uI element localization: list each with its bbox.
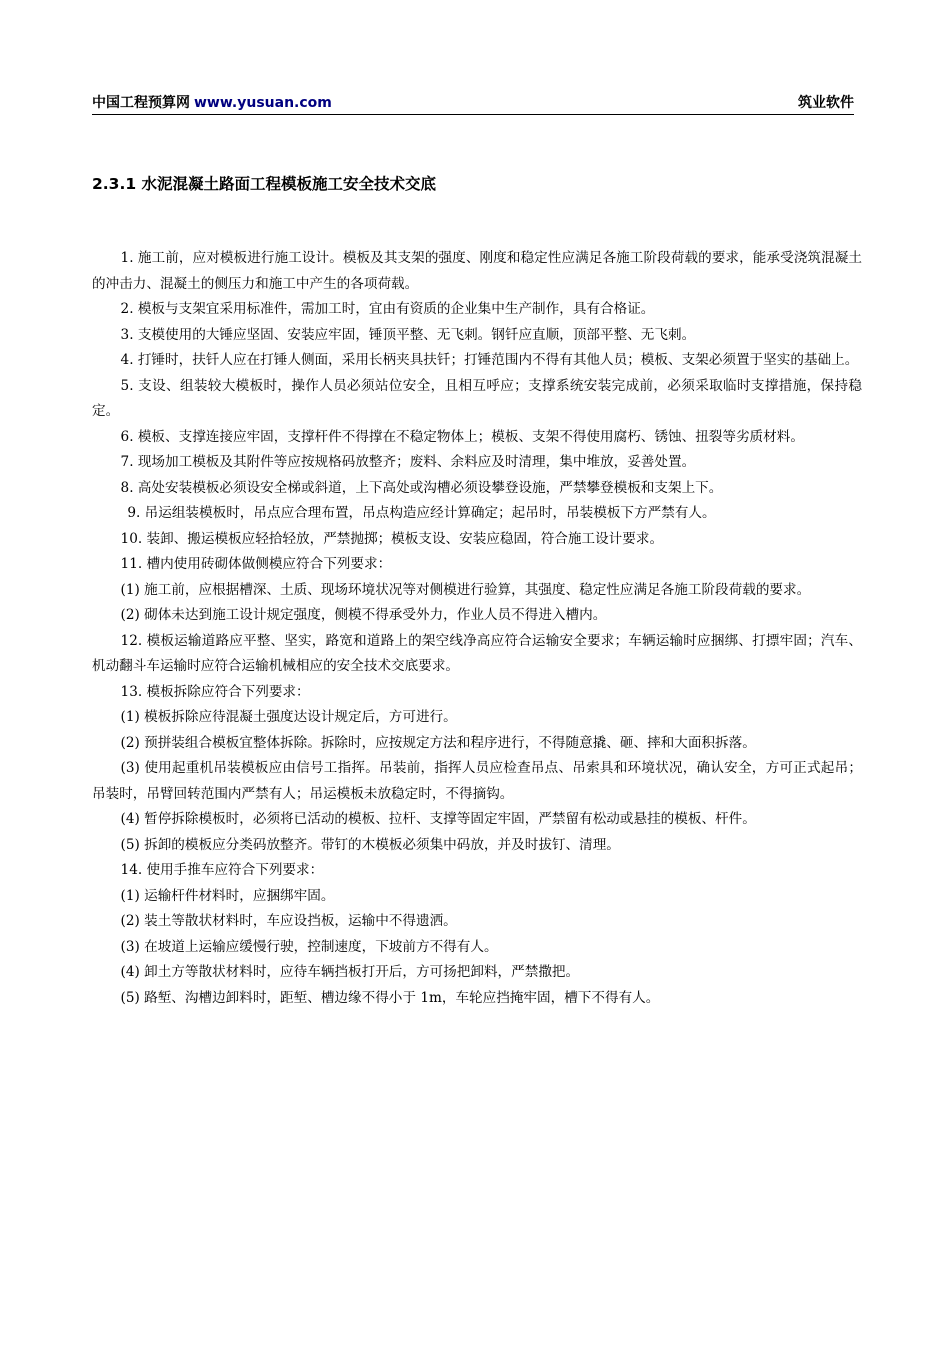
paragraph-1: 1. 施工前，应对模板进行施工设计。模板及其支架的强度、刚度和稳定性应满足各施工阶段荷载的要求，能承受浇筑混凝土的冲击力、混凝土的侧压力和施工中产生的各项荷载。 xyxy=(92,250,862,292)
paragraph-10: 10. 装卸、搬运模板应轻拾轻放，严禁抛掷；模板支设、安装应稳固，符合施工设计要求。 xyxy=(120,530,664,547)
paragraph-2: 2. 模板与支架宜采用标准件，需加工时，宜由有资质的企业集中生产制作，具有合格证。 xyxy=(120,301,655,317)
header-site-name: 中国工程预算网 xyxy=(92,95,190,111)
paragraph-9: 9. 吊运组装模板时，吊点应合理布置，吊点构造应经计算确定；起吊时，吊装模板下方严禁有人。 xyxy=(127,505,716,521)
header-brand: 筑业软件 xyxy=(798,95,854,111)
document-title: 2.3.1 水泥混凝土路面工程模板施工安全技术交底 xyxy=(92,175,437,193)
paragraph-11: 11. 槽内使用砖砌体做侧模应符合下列要求： xyxy=(120,556,392,572)
paragraph-6: 6. 模板、支撑连接应牢固，支撑杆件不得撑在不稳定物体上；模板、支架不得使用腐朽、锈蚀、扭裂等劣质材料。 xyxy=(120,428,804,445)
paragraph-13-3: (3) 使用起重机吊装模板应由信号工指挥。吊装前，指挥人员应检查吊点、吊索具和环境状况，确认安全，方可正式起吊；吊装时，吊臂回转范围内严禁有人；吊运模板未放稳定时，不得摘钩。 xyxy=(92,760,862,802)
paragraph-7: 7. 现场加工模板及其附件等应按规格码放整齐；废料、余料应及时清理，集中堆放，妥善处置。 xyxy=(120,454,696,470)
paragraph-14-3: (3) 在坡道上运输应缓慢行驶，控制速度，下坡前方不得有人。 xyxy=(120,938,498,955)
paragraph-11-1: (1) 施工前，应根据槽深、土质、现场环境状况等对侧模进行验算，其强度、稳定性应满足各施工阶段荷载的要求。 xyxy=(120,581,811,598)
paragraph-4: 4. 打锤时，扶钎人应在打锤人侧面，采用长柄夹具扶钎；打锤范围内不得有其他人员；模板、支架必须置于坚实的基础上。 xyxy=(120,352,859,368)
paragraph-14-2: (2) 装土等散状材料时，车应设挡板，运输中不得遗洒。 xyxy=(120,913,457,929)
paragraph-13: 13. 模板拆除应符合下列要求： xyxy=(120,683,310,700)
paragraph-14-5: (5) 路堑、沟槽边卸料时，距堑、槽边缘不得小于 1m，车轮应挡掩牢固，槽下不得有人。 xyxy=(120,989,660,1006)
paragraph-12: 12. 模板运输道路应平整、坚实，路宽和道路上的架空线净高应符合运输安全要求；车辆运输时应捆绑、打摽牢固；汽车、机动翻斗车运输时应符合运输机械相应的安全技术交底要求。 xyxy=(92,632,862,674)
paragraph-5: 5. 支设、组装较大模板时，操作人员必须站位安全，且相互呼应；支撑系统安装完成前，必须采取临时支撑措施，保持稳定。 xyxy=(92,377,862,419)
paragraph-11-2: (2) 砌体未达到施工设计规定强度，侧模不得承受外力，作业人员不得进入槽内。 xyxy=(120,607,607,623)
paragraph-8: 8. 高处安装模板必须设安全梯或斜道，上下高处或沟槽必须设攀登设施，严禁攀登模板和支架上下。 xyxy=(120,479,723,496)
header-url-link[interactable]: www.yusuan.com xyxy=(194,95,332,111)
paragraph-13-5: (5) 拆卸的模板应分类码放整齐。带钉的木模板必须集中码放，并及时拔钉、清理。 xyxy=(120,836,620,853)
paragraph-13-1: (1) 模板拆除应待混凝土强度达设计规定后，方可进行。 xyxy=(120,709,457,725)
paragraph-13-4: (4) 暂停拆除模板时，必须将已活动的模板、拉杆、支撑等固定牢固，严禁留有松动或悬挂的模板、杆件。 xyxy=(120,811,756,827)
paragraph-14-4: (4) 卸土方等散状材料时，应待车辆挡板打开后，方可扬把卸料，严禁撒把。 xyxy=(120,964,580,980)
paragraph-3: 3. 支模使用的大锤应坚固、安装应牢固，锤顶平整、无飞刺。钢钎应直顺，顶部平整、无飞刺。 xyxy=(120,326,696,343)
paragraph-14-1: (1) 运输杆件材料时，应捆绑牢固。 xyxy=(120,887,335,904)
header-left xyxy=(92,92,332,114)
page-header xyxy=(92,92,854,115)
paragraph-14: 14. 使用手推车应符合下列要求： xyxy=(120,862,324,878)
document-body xyxy=(92,246,862,1011)
paragraph-13-2: (2) 预拼装组合模板宜整体拆除。拆除时，应按规定方法和程序进行，不得随意撬、砸、摔和大面积拆落。 xyxy=(120,734,756,751)
